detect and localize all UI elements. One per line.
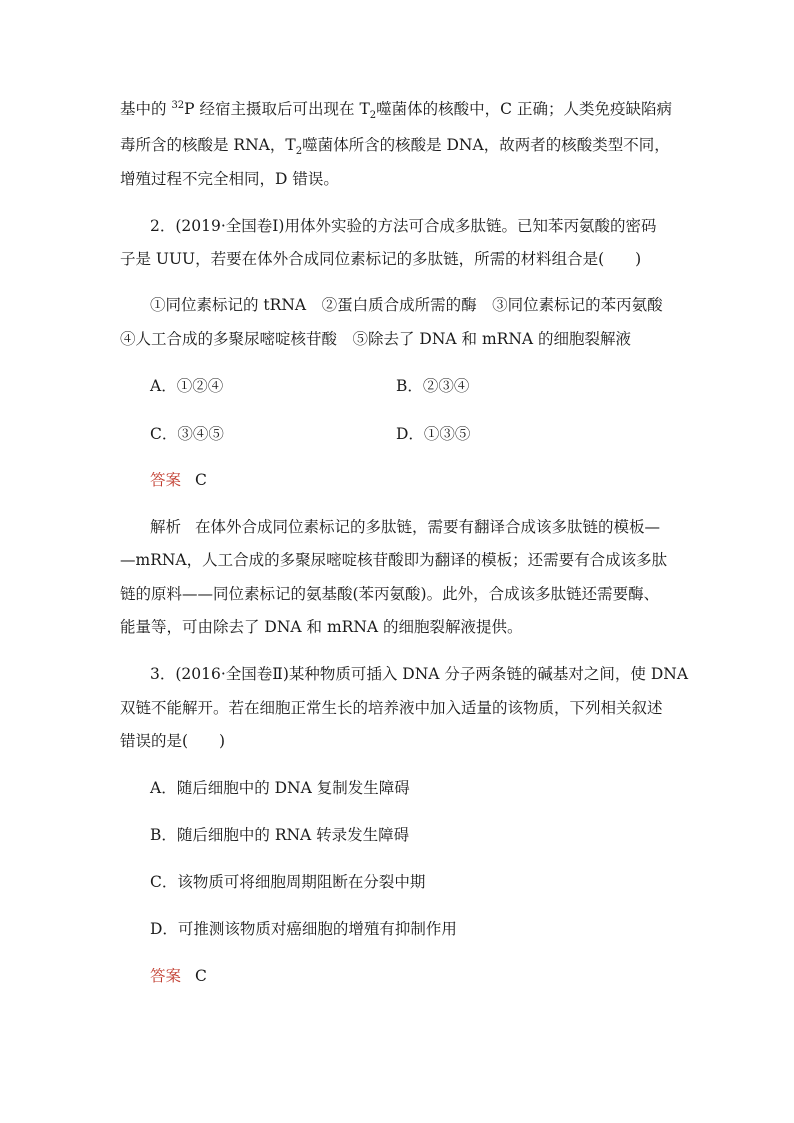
q3-option-a: A．随后细胞中的 DNA 复制发生障碍 <box>150 779 410 797</box>
q2-analysis-line-3: 链的原料——同位素标记的氨基酸(苯丙氨酸)。此外，合成该多肽链还需要酶、 <box>120 585 660 603</box>
q2-option-c: C．③④⑤ <box>150 425 224 443</box>
q2-option-b: B．②③④ <box>396 377 470 395</box>
q3-answer <box>150 966 207 986</box>
q3-stem-line-2: 双链不能解开。若在细胞正常生长的培养液中加入适量的该物质，下列相关叙述 <box>120 699 663 717</box>
q3-option-c: C．该物质可将细胞周期阻断在分裂中期 <box>150 873 426 891</box>
q2-analysis-line-1: 解析 在体外合成同位素标记的多肽链，需要有翻译合成该多肽链的模板— <box>150 518 661 536</box>
q2-answer-value: C <box>195 471 207 489</box>
q3-answer-value: C <box>195 967 207 985</box>
q2-items-line-2: ④人工合成的多聚尿嘧啶核苷酸 ⑤除去了 DNA 和 mRNA 的细胞裂解液 <box>120 330 632 348</box>
q2-analysis-line-4: 能量等，可由除去了 DNA 和 mRNA 的细胞裂解液提供。 <box>120 618 523 636</box>
q3-stem-line-3: 错误的是( ) <box>120 732 226 750</box>
q3-option-d: D．可推测该物质对癌细胞的增殖有抑制作用 <box>150 920 457 938</box>
q2-items-line-1: ①同位素标记的 tRNA ②蛋白质合成所需的酶 ③同位素标记的苯丙氨酸 <box>150 296 663 314</box>
q2-option-a: A．①②④ <box>150 377 224 395</box>
q2-stem-line-2: 子是 UUU，若要在体外合成同位素标记的多肽链，所需的材料组合是( ) <box>120 250 642 268</box>
q3-stem-line-1: 3．(2016·全国卷Ⅱ)某种物质可插入 DNA 分子两条链的碱基对之间，使 DNA <box>150 665 689 683</box>
prev-line-3: 增殖过程不完全相同，D 错误。 <box>120 170 339 188</box>
q2-option-d: D．①③⑤ <box>396 425 471 443</box>
q2-answer <box>150 470 207 490</box>
q3-answer-label: 答案 <box>150 967 182 985</box>
q2-stem-line-1: 2．(2019·全国卷Ⅰ)用体外实验的方法可合成多肽链。已知苯丙氨酸的密码 <box>150 217 657 235</box>
q2-answer-label: 答案 <box>150 471 182 489</box>
q2-analysis-label: 解析 <box>150 518 182 536</box>
q3-option-b: B．随后细胞中的 RNA 转录发生障碍 <box>150 826 410 844</box>
q2-analysis-line-2: —mRNA，人工合成的多聚尿嘧啶核苷酸即为翻译的模板；还需要有合成该多肽 <box>120 551 668 569</box>
prev-line-1: 基中的 $^{32}$P 经宿主摄取后可出现在 $T_2$噬菌体的核酸中，C 正确；人类免疫缺陷病 <box>120 99 672 122</box>
prev-line-2: 毒所含的核酸是 RNA，$T_2$噬菌体所含的核酸是 DNA，故两者的核酸类型不同， <box>120 136 670 158</box>
